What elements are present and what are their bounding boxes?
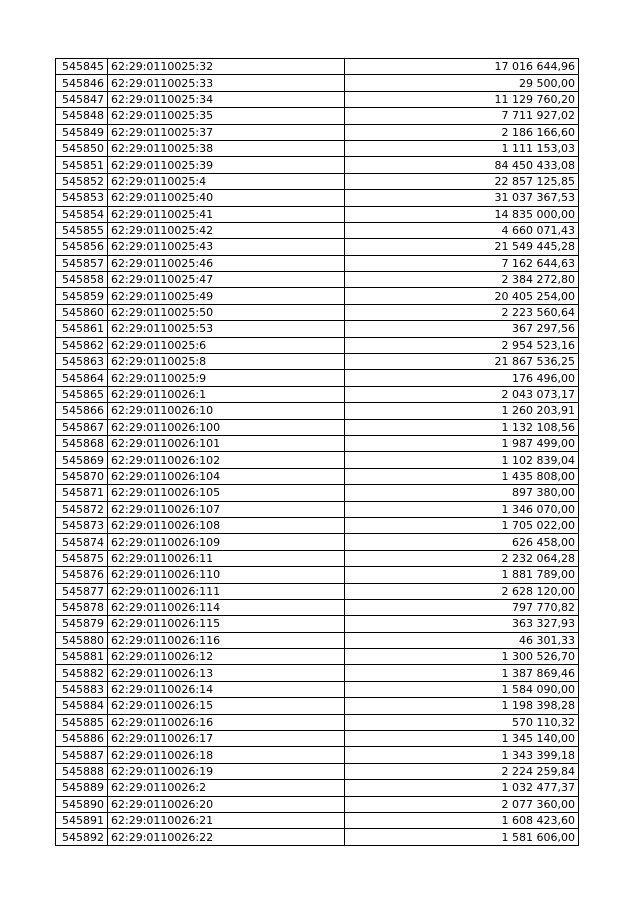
row-number-cell: 545874: [56, 534, 108, 550]
table-row: [56, 91, 579, 107]
cadastral-number-cell: 62:29:0110026:1: [108, 386, 345, 402]
cadastral-value-cell: 1 032 477,37: [345, 780, 579, 796]
cadastral-number-cell: 62:29:0110026:15: [108, 698, 345, 714]
row-number-cell: 545845: [56, 59, 108, 75]
table-row: [56, 583, 579, 599]
cadastral-number-cell: 62:29:0110026:2: [108, 780, 345, 796]
cadastral-number-cell: 62:29:0110026:101: [108, 435, 345, 451]
table-row: [56, 649, 579, 665]
cadastral-number-cell: 62:29:0110026:110: [108, 567, 345, 583]
cadastral-number-cell: 62:29:0110025:9: [108, 370, 345, 386]
table-row: [56, 403, 579, 419]
row-number-cell: 545889: [56, 780, 108, 796]
row-number-cell: 545861: [56, 321, 108, 337]
cadastral-number-cell: 62:29:0110026:116: [108, 632, 345, 648]
cadastral-value-cell: 1 346 070,00: [345, 501, 579, 517]
table-row: [56, 304, 579, 320]
cadastral-value-cell: 897 380,00: [345, 485, 579, 501]
cadastral-number-cell: 62:29:0110025:50: [108, 304, 345, 320]
cadastral-number-cell: 62:29:0110025:41: [108, 206, 345, 222]
cadastral-number-cell: 62:29:0110025:53: [108, 321, 345, 337]
table-row: [56, 681, 579, 697]
table-row: [56, 419, 579, 435]
cadastral-number-cell: 62:29:0110025:42: [108, 222, 345, 238]
cadastral-number-cell: 62:29:0110025:43: [108, 239, 345, 255]
cadastral-number-cell: 62:29:0110025:4: [108, 173, 345, 189]
row-number-cell: 545891: [56, 812, 108, 828]
cadastral-number-cell: 62:29:0110025:39: [108, 157, 345, 173]
row-number-cell: 545881: [56, 649, 108, 665]
row-number-cell: 545887: [56, 747, 108, 763]
cadastral-value-cell: 21 549 445,28: [345, 239, 579, 255]
cadastral-number-cell: 62:29:0110025:33: [108, 75, 345, 91]
row-number-cell: 545849: [56, 124, 108, 140]
row-number-cell: 545885: [56, 714, 108, 730]
row-number-cell: 545859: [56, 288, 108, 304]
cadastral-number-cell: 62:29:0110026:12: [108, 649, 345, 665]
cadastral-number-cell: 62:29:0110026:111: [108, 583, 345, 599]
cadastral-value-cell: 1 300 526,70: [345, 649, 579, 665]
cadastral-value-cell: 29 500,00: [345, 75, 579, 91]
table-row: [56, 812, 579, 828]
table-row: [56, 517, 579, 533]
row-number-cell: 545862: [56, 337, 108, 353]
row-number-cell: 545886: [56, 731, 108, 747]
table-row: [56, 255, 579, 271]
cadastral-value-cell: 2 077 360,00: [345, 796, 579, 812]
table-row: [56, 796, 579, 812]
cadastral-value-cell: 363 327,93: [345, 616, 579, 632]
cadastral-number-cell: 62:29:0110025:35: [108, 108, 345, 124]
row-number-cell: 545850: [56, 140, 108, 156]
cadastral-value-table: [55, 58, 579, 846]
row-number-cell: 545856: [56, 239, 108, 255]
table-row: [56, 550, 579, 566]
cadastral-value-cell: 84 450 433,08: [345, 157, 579, 173]
cadastral-value-cell: 2 223 560,64: [345, 304, 579, 320]
table-row: [56, 157, 579, 173]
table-row: [56, 288, 579, 304]
cadastral-number-cell: 62:29:0110026:10: [108, 403, 345, 419]
table-row: [56, 534, 579, 550]
cadastral-value-cell: 2 628 120,00: [345, 583, 579, 599]
row-number-cell: 545882: [56, 665, 108, 681]
cadastral-number-cell: 62:29:0110026:17: [108, 731, 345, 747]
cadastral-number-cell: 62:29:0110025:34: [108, 91, 345, 107]
cadastral-value-cell: 17 016 644,96: [345, 59, 579, 75]
table-row: [56, 108, 579, 124]
cadastral-number-cell: 62:29:0110025:49: [108, 288, 345, 304]
cadastral-value-cell: 2 224 259,84: [345, 763, 579, 779]
cadastral-value-cell: 2 232 064,28: [345, 550, 579, 566]
table-row: [56, 239, 579, 255]
cadastral-value-cell: 1 581 606,00: [345, 829, 579, 845]
cadastral-value-cell: 570 110,32: [345, 714, 579, 730]
row-number-cell: 545873: [56, 517, 108, 533]
table-row: [56, 763, 579, 779]
cadastral-value-cell: 1 705 022,00: [345, 517, 579, 533]
cadastral-number-cell: 62:29:0110026:18: [108, 747, 345, 763]
table-row: [56, 206, 579, 222]
table-row: [56, 485, 579, 501]
table-row: [56, 75, 579, 91]
cadastral-number-cell: 62:29:0110025:38: [108, 140, 345, 156]
row-number-cell: 545880: [56, 632, 108, 648]
table-row: [56, 829, 579, 845]
table-row: [56, 354, 579, 370]
table-row: [56, 173, 579, 189]
row-number-cell: 545890: [56, 796, 108, 812]
row-number-cell: 545847: [56, 91, 108, 107]
cadastral-value-cell: 176 496,00: [345, 370, 579, 386]
row-number-cell: 545864: [56, 370, 108, 386]
row-number-cell: 545869: [56, 452, 108, 468]
row-number-cell: 545853: [56, 190, 108, 206]
cadastral-value-cell: 46 301,33: [345, 632, 579, 648]
cadastral-value-cell: 1 987 499,00: [345, 435, 579, 451]
row-number-cell: 545871: [56, 485, 108, 501]
cadastral-number-cell: 62:29:0110026:107: [108, 501, 345, 517]
cadastral-value-cell: 14 835 000,00: [345, 206, 579, 222]
table-row: [56, 468, 579, 484]
cadastral-value-cell: 4 660 071,43: [345, 222, 579, 238]
table-row: [56, 567, 579, 583]
cadastral-value-cell: 7 162 644,63: [345, 255, 579, 271]
cadastral-number-cell: 62:29:0110026:16: [108, 714, 345, 730]
row-number-cell: 545892: [56, 829, 108, 845]
cadastral-value-cell: 2 954 523,16: [345, 337, 579, 353]
row-number-cell: 545884: [56, 698, 108, 714]
cadastral-value-cell: 7 711 927,02: [345, 108, 579, 124]
table-row: [56, 370, 579, 386]
cadastral-number-cell: 62:29:0110025:37: [108, 124, 345, 140]
table-row: [56, 698, 579, 714]
cadastral-number-cell: 62:29:0110026:115: [108, 616, 345, 632]
document-page: [55, 58, 579, 846]
table-row: [56, 272, 579, 288]
cadastral-number-cell: 62:29:0110025:6: [108, 337, 345, 353]
row-number-cell: 545855: [56, 222, 108, 238]
row-number-cell: 545879: [56, 616, 108, 632]
table-row: [56, 501, 579, 517]
table-row: [56, 780, 579, 796]
cadastral-number-cell: 62:29:0110026:20: [108, 796, 345, 812]
table-row: [56, 140, 579, 156]
table-row: [56, 747, 579, 763]
table-row: [56, 452, 579, 468]
table-row: [56, 632, 579, 648]
cadastral-value-cell: 2 186 166,60: [345, 124, 579, 140]
cadastral-number-cell: 62:29:0110026:11: [108, 550, 345, 566]
row-number-cell: 545867: [56, 419, 108, 435]
row-number-cell: 545878: [56, 599, 108, 615]
cadastral-number-cell: 62:29:0110025:47: [108, 272, 345, 288]
row-number-cell: 545876: [56, 567, 108, 583]
row-number-cell: 545863: [56, 354, 108, 370]
cadastral-value-cell: 21 867 536,25: [345, 354, 579, 370]
cadastral-value-cell: 1 435 808,00: [345, 468, 579, 484]
cadastral-value-cell: 1 198 398,28: [345, 698, 579, 714]
cadastral-number-cell: 62:29:0110026:104: [108, 468, 345, 484]
cadastral-number-cell: 62:29:0110025:32: [108, 59, 345, 75]
cadastral-number-cell: 62:29:0110026:13: [108, 665, 345, 681]
row-number-cell: 545872: [56, 501, 108, 517]
cadastral-number-cell: 62:29:0110026:100: [108, 419, 345, 435]
cadastral-value-cell: 1 387 869,46: [345, 665, 579, 681]
table-row: [56, 190, 579, 206]
cadastral-value-cell: 626 458,00: [345, 534, 579, 550]
cadastral-value-cell: 31 037 367,53: [345, 190, 579, 206]
row-number-cell: 545883: [56, 681, 108, 697]
table-row: [56, 435, 579, 451]
cadastral-number-cell: 62:29:0110026:108: [108, 517, 345, 533]
row-number-cell: 545875: [56, 550, 108, 566]
cadastral-value-cell: 11 129 760,20: [345, 91, 579, 107]
cadastral-value-cell: 22 857 125,85: [345, 173, 579, 189]
cadastral-value-cell: 1 102 839,04: [345, 452, 579, 468]
table-body: [56, 59, 579, 846]
row-number-cell: 545852: [56, 173, 108, 189]
cadastral-number-cell: 62:29:0110026:114: [108, 599, 345, 615]
row-number-cell: 545857: [56, 255, 108, 271]
cadastral-value-cell: 1 111 153,03: [345, 140, 579, 156]
row-number-cell: 545888: [56, 763, 108, 779]
cadastral-value-cell: 20 405 254,00: [345, 288, 579, 304]
row-number-cell: 545858: [56, 272, 108, 288]
table-row: [56, 337, 579, 353]
table-row: [56, 599, 579, 615]
cadastral-value-cell: 1 260 203,91: [345, 403, 579, 419]
row-number-cell: 545860: [56, 304, 108, 320]
row-number-cell: 545868: [56, 435, 108, 451]
row-number-cell: 545866: [56, 403, 108, 419]
cadastral-value-cell: 2 384 272,80: [345, 272, 579, 288]
cadastral-value-cell: 1 345 140,00: [345, 731, 579, 747]
table-row: [56, 616, 579, 632]
table-row: [56, 321, 579, 337]
row-number-cell: 545854: [56, 206, 108, 222]
table-row: [56, 731, 579, 747]
cadastral-value-cell: 1 343 399,18: [345, 747, 579, 763]
row-number-cell: 545848: [56, 108, 108, 124]
row-number-cell: 545877: [56, 583, 108, 599]
row-number-cell: 545870: [56, 468, 108, 484]
cadastral-number-cell: 62:29:0110025:46: [108, 255, 345, 271]
cadastral-value-cell: 1 881 789,00: [345, 567, 579, 583]
table-row: [56, 59, 579, 75]
row-number-cell: 545865: [56, 386, 108, 402]
table-row: [56, 386, 579, 402]
table-row: [56, 124, 579, 140]
cadastral-number-cell: 62:29:0110026:14: [108, 681, 345, 697]
table-row: [56, 222, 579, 238]
table-row: [56, 714, 579, 730]
cadastral-value-cell: 2 043 073,17: [345, 386, 579, 402]
cadastral-value-cell: 1 132 108,56: [345, 419, 579, 435]
cadastral-number-cell: 62:29:0110025:8: [108, 354, 345, 370]
row-number-cell: 545851: [56, 157, 108, 173]
cadastral-value-cell: 1 608 423,60: [345, 812, 579, 828]
table-row: [56, 665, 579, 681]
cadastral-number-cell: 62:29:0110026:21: [108, 812, 345, 828]
cadastral-number-cell: 62:29:0110026:109: [108, 534, 345, 550]
cadastral-number-cell: 62:29:0110026:19: [108, 763, 345, 779]
cadastral-value-cell: 1 584 090,00: [345, 681, 579, 697]
cadastral-number-cell: 62:29:0110026:22: [108, 829, 345, 845]
cadastral-value-cell: 367 297,56: [345, 321, 579, 337]
row-number-cell: 545846: [56, 75, 108, 91]
cadastral-value-cell: 797 770,82: [345, 599, 579, 615]
cadastral-number-cell: 62:29:0110025:40: [108, 190, 345, 206]
cadastral-number-cell: 62:29:0110026:102: [108, 452, 345, 468]
cadastral-number-cell: 62:29:0110026:105: [108, 485, 345, 501]
